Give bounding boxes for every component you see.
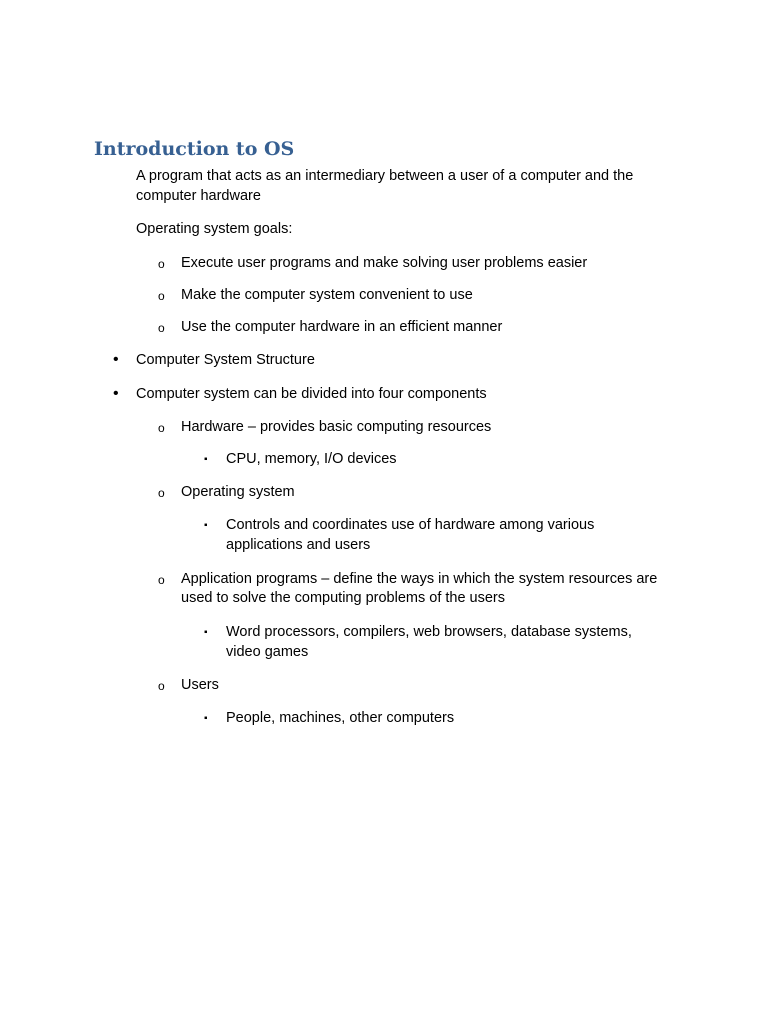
- square-bullet-icon: ▪: [204, 520, 208, 531]
- component-os-detail-line-2: applications and users: [226, 537, 371, 553]
- component-os-detail-line-1: Controls and coordinates use of hardware among various: [226, 517, 595, 533]
- circle-bullet-icon: o: [158, 573, 165, 587]
- goals-label: Operating system goals:: [136, 221, 293, 237]
- square-bullet-icon: ▪: [204, 713, 208, 724]
- component-hardware-detail: CPU, memory, I/O devices: [226, 451, 397, 467]
- disc-bullet-icon: •: [113, 351, 119, 368]
- intro-text-line-2: computer hardware: [136, 188, 261, 204]
- circle-bullet-icon: o: [158, 257, 165, 271]
- circle-bullet-icon: o: [158, 486, 165, 500]
- bullet-components: Computer system can be divided into four components: [136, 386, 487, 402]
- square-bullet-icon: ▪: [204, 454, 208, 465]
- component-apps-detail-line-2: video games: [226, 644, 309, 660]
- circle-bullet-icon: o: [158, 421, 165, 435]
- component-apps-detail-line-1: Word processors, compilers, web browsers, database systems,: [226, 624, 632, 640]
- goal-item: Use the computer hardware in an efficient manner: [181, 319, 503, 335]
- component-hardware: Hardware – provides basic computing resources: [181, 419, 492, 435]
- page-title: Introduction to OS: [94, 138, 295, 160]
- disc-bullet-icon: •: [113, 385, 119, 402]
- component-apps-line-1: Application programs – define the ways in which the system resources are: [181, 571, 658, 587]
- circle-bullet-icon: o: [158, 679, 165, 693]
- intro-text-line-1: A program that acts as an intermediary between a user of a computer and the: [136, 168, 634, 184]
- component-users-detail: People, machines, other computers: [226, 710, 455, 726]
- circle-bullet-icon: o: [158, 321, 165, 335]
- component-users: Users: [181, 677, 219, 693]
- goal-item: Make the computer system convenient to use: [181, 287, 473, 303]
- bullet-structure: Computer System Structure: [136, 352, 315, 368]
- goal-item: Execute user programs and make solving user problems easier: [181, 255, 588, 271]
- component-apps-line-2: used to solve the computing problems of the users: [181, 590, 506, 606]
- component-os: Operating system: [181, 484, 295, 500]
- circle-bullet-icon: o: [158, 289, 165, 303]
- square-bullet-icon: ▪: [204, 627, 208, 638]
